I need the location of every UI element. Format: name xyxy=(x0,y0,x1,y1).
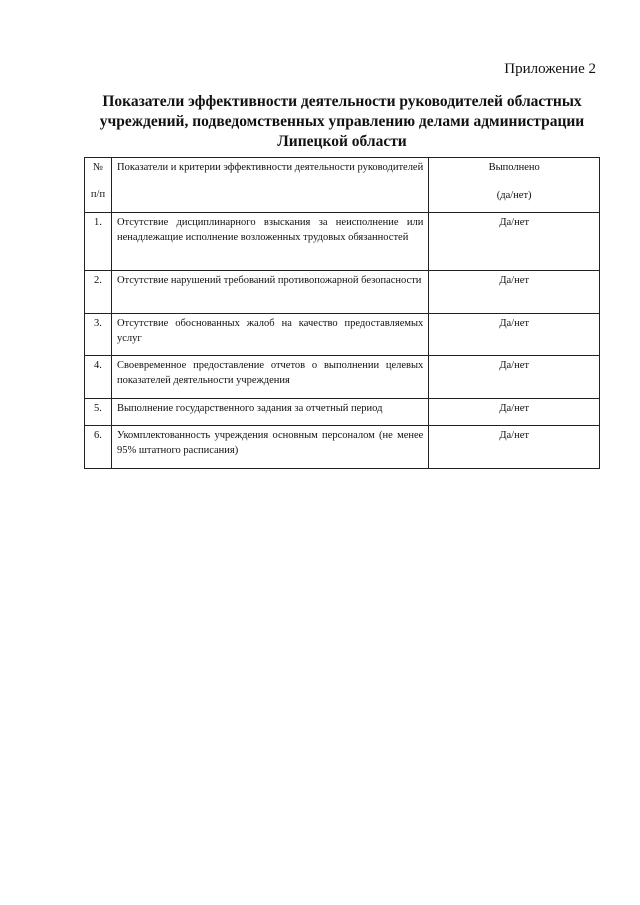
row-criterion: Отсутствие нарушений требований противопожарной безопасности xyxy=(111,271,428,314)
row-value: Да/нет xyxy=(429,356,600,399)
row-value: Да/нет xyxy=(429,271,600,314)
row-number: 2. xyxy=(85,271,112,314)
row-value: Да/нет xyxy=(429,426,600,469)
row-value: Да/нет xyxy=(429,399,600,426)
row-criterion: Отсутствие обоснованных жалоб на качество предоставляемых услуг xyxy=(111,314,428,356)
row-number: 4. xyxy=(85,356,112,399)
row-value: Да/нет xyxy=(429,213,600,271)
row-number: 6. xyxy=(85,426,112,469)
row-criterion: Выполнение государственного задания за отчетный период xyxy=(111,399,428,426)
table-row xyxy=(85,314,600,356)
table-row xyxy=(85,356,600,399)
row-number: 5. xyxy=(85,399,112,426)
row-number: 1. xyxy=(85,213,112,271)
header-number xyxy=(85,158,112,213)
row-number: 3. xyxy=(85,314,112,356)
document-title: Показатели эффективности деятельности руководителей областных учреждений, подведомственных управлению делами администрации Липецкой области xyxy=(99,93,585,150)
header-number-abbr: п/п xyxy=(90,189,106,200)
header-number-symbol: № xyxy=(92,162,103,173)
header-completed-label: Выполнено xyxy=(488,162,540,173)
table-row xyxy=(85,271,600,314)
header-completed xyxy=(429,158,600,213)
table-row xyxy=(85,399,600,426)
row-criterion: Своевременное предоставление отчетов о выполнении целевых показателей деятельности учреждения xyxy=(111,356,428,399)
indicators-table xyxy=(84,157,600,469)
table-row xyxy=(85,426,600,469)
row-criterion: Укомплектованность учреждения основным персоналом (не менее 95% штатного расписания) xyxy=(111,426,428,469)
table-header-row xyxy=(85,158,600,213)
row-value: Да/нет xyxy=(429,314,600,356)
header-criteria: Показатели и критерии эффективности деятельности руководителей xyxy=(111,158,428,213)
appendix-label: Приложение 2 xyxy=(504,61,596,77)
table-row xyxy=(85,213,600,271)
header-completed-options: (да/нет) xyxy=(496,190,532,201)
row-criterion: Отсутствие дисциплинарного взыскания за неисполнение или ненадлежащие исполнение возложенных трудовых обязанностей xyxy=(111,213,428,271)
